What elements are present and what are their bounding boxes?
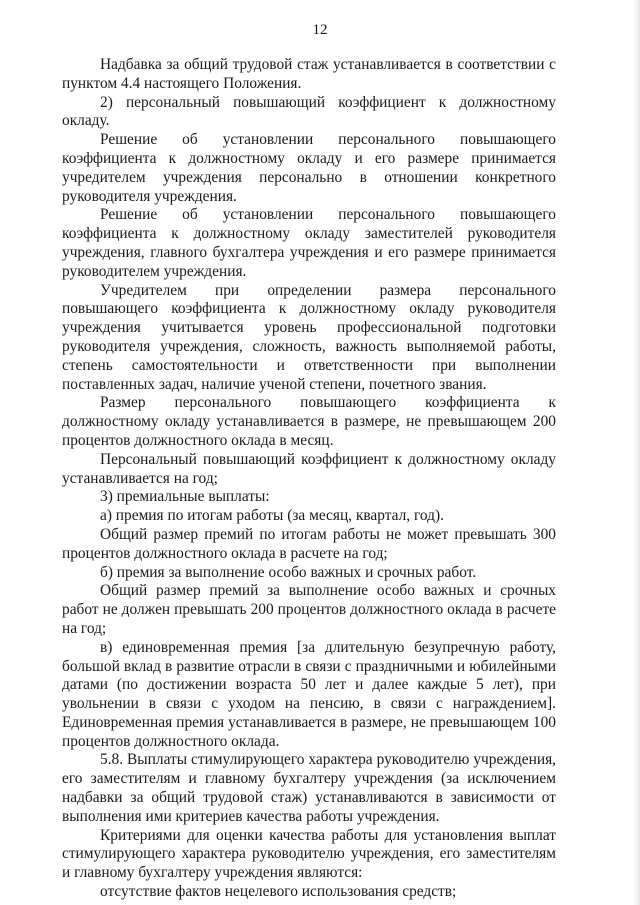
paragraph-coefficient-term: Персональный повышающий коэффициент к должностному окладу устанавливается на год; xyxy=(62,450,556,487)
paragraph-decision-head: Решение об установлении персонального повышающего коэффициента к должностному окладу и его размере принимается учредителем учреждения персонально в отношении конкретного руководителя учреждения. xyxy=(62,131,556,205)
paragraph-bonus-a: а) премия по итогам работы (за месяц, квартал, год). xyxy=(100,507,444,525)
paragraph-bonus-b: б) премия за выполнение особо важных и срочных работ. xyxy=(100,563,477,581)
paragraph-criterion-1: отсутствие фактов нецелевого использования средств; xyxy=(100,883,457,901)
paragraph-seniority-bonus: Надбавка за общий трудовой стаж устанавливается в соответствии с пунктом 4.4 настоящего Положения. xyxy=(62,56,556,92)
paragraph-personal-coefficient-heading: 2) персональный повышающий коэффициент к должностному окладу. xyxy=(62,93,556,130)
paragraph-decision-deputies: Решение об установлении персонального повышающего коэффициента к должностному окладу заместителей руководителя учреждения, главного бухгалтера учреждения и его размере принимается руководителем учреждения. xyxy=(62,206,556,280)
paragraph-section-5-8: 5.8. Выплаты стимулирующего характера руководителю учреждения, его заместителям и главному бухгалтеру учреждения (за исключением надбавки за общий трудовой стаж) устанавливаются в зависимости от выполнения ими критериев качества работы учреждения. xyxy=(62,751,556,825)
document-body xyxy=(62,56,556,902)
paragraph-coefficient-size: Размер персонального повышающего коэффициента к должностному окладу устанавливается в размере, не превышающем 200 процентов должностного оклада в месяц. xyxy=(62,394,556,449)
paragraph-bonus-c: в) единовременная премия [за длительную безупречную работу, большой вклад в развитие отрасли в связи с праздничными и юбилейными датами (по достижении возраста 50 лет и далее каждые 5 лет), при увольнении в связи с уходом на пенсию, в связи с награждением]. Единовременная премия устанавливается в размере, не превышающем 100 процентов должностного оклада. xyxy=(62,638,556,750)
page-number: 12 xyxy=(312,22,328,38)
paragraph-founder-criteria: Учредителем при определении размера персонального повышающего коэффициента к должностному окладу руководителя учреждения учитывается уровень профессиональной подготовки руководителя учреждения, сложность, важность выполняемой работы, степень самостоятельности и ответственности при выполнении поставленных задач, наличие ученой степени, почетного звания. xyxy=(62,281,556,393)
paragraph-bonus-payments-heading: 3) премиальные выплаты: xyxy=(100,488,270,506)
paragraph-bonus-a-limit: Общий размер премий по итогам работы не может превышать 300 процентов должностного оклада в расчете на год; xyxy=(62,525,556,562)
paragraph-bonus-b-limit: Общий размер премий за выполнение особо важных и срочных работ не должен превышать 200 процентов должностного оклада в расчете на год; xyxy=(62,582,556,637)
scan-edge-shadow xyxy=(632,0,640,905)
paragraph-criteria-intro: Критериями для оценки качества работы для установления выплат стимулирующего характера руководителю учреждения, его заместителям и главному бухгалтеру учреждения являются: xyxy=(62,826,556,882)
